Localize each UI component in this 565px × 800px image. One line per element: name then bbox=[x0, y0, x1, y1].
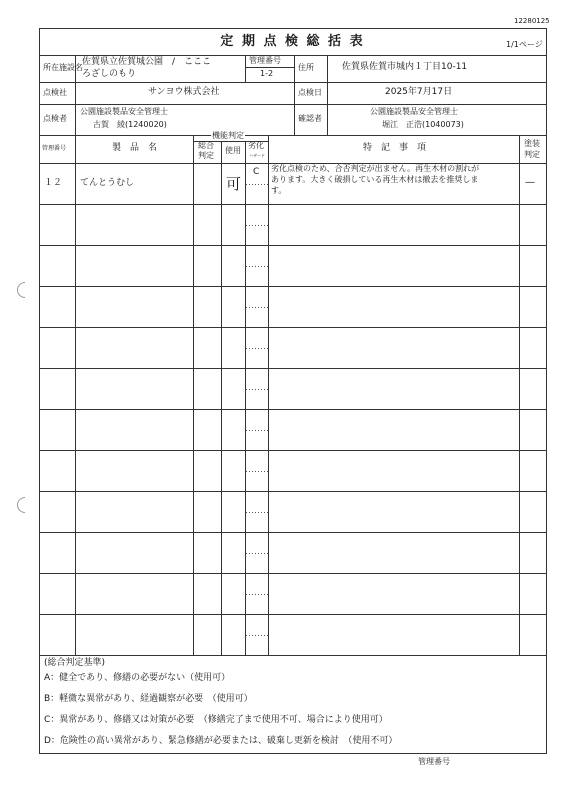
inspector-title: 公園施設製品安全管理士 bbox=[80, 107, 168, 116]
document-code: 12280125 bbox=[514, 17, 550, 25]
company-value: サンヨウ株式会社 bbox=[148, 87, 220, 97]
row-mgmt-number: １２ bbox=[44, 178, 63, 188]
date-value: 2025年7月17日 bbox=[385, 87, 453, 97]
address-value: 佐賀県佐賀市城内１丁目10-11 bbox=[342, 62, 468, 72]
company-label: 点検社 bbox=[43, 88, 67, 97]
col-mgmt-number: 管理番号 bbox=[42, 145, 67, 152]
inspector-label: 点検者 bbox=[43, 114, 67, 123]
mgmt-number-value: 1-2 bbox=[260, 69, 274, 78]
row-note-line1: 劣化点検のため、合否判定が出ません。再生木材の割れが bbox=[271, 164, 480, 173]
col-paint-2: 判定 bbox=[524, 150, 540, 159]
page-number: 1/1ページ bbox=[506, 40, 543, 49]
col-use: 使用 bbox=[225, 146, 241, 155]
inspector-name: 古賀 綾(1240020) bbox=[93, 120, 167, 129]
col-hazard: ハザード bbox=[249, 153, 265, 158]
address-label: 住所 bbox=[298, 63, 314, 72]
confirmer-label: 確認者 bbox=[298, 114, 322, 123]
date-label: 点検日 bbox=[298, 88, 322, 97]
criteria-heading: (総合判定基準) bbox=[44, 658, 106, 668]
row-product-name: てんとうむし bbox=[80, 178, 135, 188]
col-overall-2: 判定 bbox=[198, 151, 214, 160]
facility-value-line1: 佐賀県立佐賀城公園 / こここ bbox=[82, 57, 212, 67]
row-paint-judgement: — bbox=[525, 177, 535, 188]
footer-mgmt-label: 管理番号 bbox=[418, 757, 450, 766]
facility-value-line2: ろざしのもり bbox=[82, 69, 137, 79]
criteria-d: D：危険性の高い異常があり、緊急修繕が必要または、破棄し更新を検討 （使用不可） bbox=[44, 736, 398, 746]
col-notes: 特 記 事 項 bbox=[363, 143, 427, 153]
confirmer-name: 堀江 正浩(1040073) bbox=[382, 120, 464, 129]
col-deterioration: 劣化 bbox=[248, 141, 264, 150]
document-title: 定 期 点 検 総 括 表 bbox=[220, 34, 365, 49]
confirmer-title: 公園施設製品安全管理士 bbox=[370, 107, 458, 116]
facility-label: 所在施設名 bbox=[43, 63, 83, 72]
criteria-c: C：異常があり、修繕又は対策が必要 （修繕完了まで使用不可、場合により使用可） bbox=[44, 715, 388, 725]
row-use-status: 可 bbox=[226, 175, 242, 193]
row-note-line3: す。 bbox=[271, 186, 287, 195]
col-overall-1: 総合 bbox=[198, 141, 214, 150]
row-deterioration-grade: C bbox=[253, 167, 260, 177]
mgmt-number-label: 管理番号 bbox=[249, 56, 281, 65]
col-function-judgement: 機能判定 bbox=[212, 131, 244, 140]
criteria-b: B：軽微な異常があり、経過観察が必要 （使用可） bbox=[44, 694, 253, 704]
criteria-a: A：健全であり、修繕の必要がない（使用可） bbox=[44, 673, 231, 683]
col-product-name: 製 品 名 bbox=[112, 143, 158, 153]
col-paint-1: 塗装 bbox=[524, 139, 540, 148]
row-note-line2: あります。大きく破損している再生木材は撤去を推奨しま bbox=[271, 175, 479, 184]
